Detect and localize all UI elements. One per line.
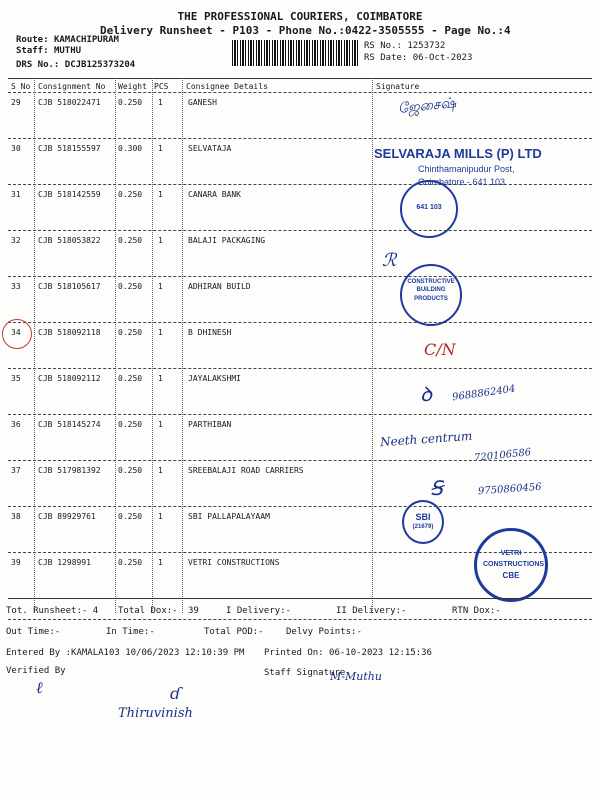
canara-bank-seal — [400, 180, 458, 238]
verified-signature-hand: Thiruvinish — [118, 706, 193, 721]
row-divider — [8, 414, 592, 415]
row-divider — [8, 368, 592, 369]
signature-row-29: ஜேசைஷ் — [397, 95, 457, 118]
row-consignee: GANESH — [188, 98, 217, 107]
row-sno: 36 — [11, 420, 21, 429]
staff-signature-label: Staff Signature — [264, 668, 346, 678]
row-consignee: SELVATAJA — [188, 144, 232, 153]
col-divider — [182, 78, 183, 613]
row-sno: 39 — [11, 558, 21, 567]
route-field — [16, 35, 119, 45]
row-sno: 30 — [11, 144, 21, 153]
signature-scribble-icon: ꝺ — [420, 382, 432, 406]
row-weight: 0.250 — [118, 420, 143, 429]
row-pcs: 1 — [158, 558, 163, 567]
signature-scribble-icon: ℛ — [382, 250, 397, 271]
verified-scribble-icon: ɗ — [170, 684, 181, 703]
canara-seal-pin: 641 103 — [416, 204, 442, 211]
tot-runsheet: Tot. Runsheet:- 4 — [6, 606, 99, 616]
staff-value: MUTHU — [53, 46, 82, 56]
out-time: Out Time:- — [6, 627, 61, 637]
row-consignee: B DHINESH — [188, 328, 232, 337]
row-consignment-no: CJB 518092118 — [38, 328, 101, 337]
row-pcs: 1 — [158, 144, 163, 153]
signature-row-36-name: Neeth centrum — [379, 428, 473, 450]
verified-scribble-icon: ℓ — [36, 678, 43, 697]
selvaraja-stamp-sub: Chinthamanipudur Post, — [418, 164, 515, 174]
row-consignee: SREEBALAJI ROAD CARRIERS — [188, 466, 304, 475]
row-consignment-no: CJB 1298991 — [38, 558, 91, 567]
row-divider — [8, 276, 592, 277]
signature-row-35: 9688862404 — [451, 383, 517, 404]
drs-field — [16, 60, 135, 70]
col-header-consignee: Consignee Details — [186, 82, 268, 91]
i-delivery: I Delivery:- — [226, 606, 292, 616]
runsheet-title: Delivery Runsheet - P103 - Phone No.:0422-3505555 - Page No.:4 — [100, 24, 511, 37]
vetri-seal-text: VETRI CONSTRUCTIONS — [483, 550, 545, 568]
row-sno: 38 — [11, 512, 21, 521]
staff-field — [16, 46, 81, 56]
footer-divider — [8, 619, 592, 620]
row-sno: 35 — [11, 374, 21, 383]
footer-rule — [8, 598, 592, 599]
row-weight: 0.250 — [118, 98, 143, 107]
adhiran-seal — [400, 264, 462, 326]
table-top-rule — [8, 78, 592, 79]
row-sno: 34 — [11, 328, 21, 337]
row-consignee: VETRI CONSTRUCTIONS — [188, 558, 280, 567]
rs-number: RS No.: 1253732 — [364, 41, 446, 51]
row-consignment-no: CJB 518053822 — [38, 236, 101, 245]
signature-scribble-icon: Ꞩ — [430, 476, 443, 500]
row-pcs: 1 — [158, 98, 163, 107]
row-consignment-no: CJB 89929761 — [38, 512, 96, 521]
row-sno: 31 — [11, 190, 21, 199]
row-pcs: 1 — [158, 374, 163, 383]
total-pod: Total POD:- — [204, 627, 264, 637]
route-value: KAMACHIPURAM — [53, 35, 119, 45]
row-pcs: 1 — [158, 190, 163, 199]
vetri-constructions-seal — [474, 528, 548, 602]
staff-label: Staff: — [16, 46, 49, 56]
row-sno: 29 — [11, 98, 21, 107]
row-consignment-no: CJB 518022471 — [38, 98, 101, 107]
printed-on: Printed On: 06-10-2023 12:15:36 — [264, 648, 432, 658]
row-pcs: 1 — [158, 236, 163, 245]
row-sno: 32 — [11, 236, 21, 245]
row-weight: 0.250 — [118, 282, 143, 291]
company-name: THE PROFESSIONAL COURIERS, COIMBATORE — [177, 10, 423, 23]
col-header-consignment: Consignment No — [38, 82, 106, 91]
entered-by: Entered By :KAMALA103 10/06/2023 12:10:39 PM — [6, 648, 245, 658]
row-consignee: BALAJI PACKAGING — [188, 236, 266, 245]
drs-value: DCJB125373204 — [64, 60, 136, 70]
col-header-weight: Weight — [118, 82, 147, 91]
row-consignee: JAYALAKSHMI — [188, 374, 241, 383]
selvaraja-stamp-pin: Coimbatore - 641 103 — [418, 177, 506, 187]
row-consignee: PARTHIBAN — [188, 420, 232, 429]
marked-circle — [2, 319, 32, 349]
signature-row-36-phone: 720106586 — [473, 447, 532, 464]
header-rule — [8, 92, 592, 93]
row-consignment-no: CJB 518155597 — [38, 144, 101, 153]
row-pcs: 1 — [158, 512, 163, 521]
row-consignment-no: CJB 518142559 — [38, 190, 101, 199]
ii-delivery: II Delivery:- — [336, 606, 407, 616]
row-weight: 0.300 — [118, 144, 143, 153]
row-consignment-no: CJB 518145274 — [38, 420, 101, 429]
row-consignment-no: CJB 517981392 — [38, 466, 101, 475]
signature-row-37: 9750860456 — [477, 481, 542, 498]
row-weight: 0.250 — [118, 374, 143, 383]
row-pcs: 1 — [158, 466, 163, 475]
row-divider — [8, 322, 592, 323]
drs-label: DRS No.: — [16, 60, 60, 70]
col-divider — [34, 78, 35, 613]
row-weight: 0.250 — [118, 558, 143, 567]
selvaraja-stamp-title: SELVARAJA MILLS (P) LTD — [374, 146, 542, 161]
row-sno: 37 — [11, 466, 21, 475]
total-dox-label: Total Dox:- — [118, 606, 178, 616]
adhiran-seal-text: CONSTRUCTIVE BUILDING PRODUCTS — [407, 279, 455, 302]
row-weight: 0.250 — [118, 466, 143, 475]
row-weight: 0.250 — [118, 190, 143, 199]
sbi-seal-logo: SBI — [415, 512, 431, 522]
col-divider — [115, 78, 116, 613]
rs-date: RS Date: 06-Oct-2023 — [364, 53, 473, 63]
row-divider — [8, 230, 592, 231]
row-consignment-no: CJB 518092112 — [38, 374, 101, 383]
col-header-pcs: PCS — [154, 82, 169, 91]
route-label: Route: — [16, 35, 49, 45]
row-consignee: SBI PALLAPALAYAAM — [188, 512, 270, 521]
col-divider — [372, 78, 373, 613]
total-dox-value: 39 — [188, 606, 199, 616]
row-consignee: ADHIRAN BUILD — [188, 282, 251, 291]
row-divider — [8, 138, 592, 139]
row-sno: 33 — [11, 282, 21, 291]
vetri-seal-city: CBE — [502, 571, 520, 580]
barcode — [232, 40, 358, 66]
col-divider — [152, 78, 153, 613]
row-pcs: 1 — [158, 420, 163, 429]
row-weight: 0.250 — [118, 236, 143, 245]
delvy-points: Delvy Points:- — [286, 627, 362, 637]
row-weight: 0.250 — [118, 328, 143, 337]
sbi-seal-code: (21679) — [412, 523, 434, 530]
row-divider — [8, 506, 592, 507]
in-time: In Time:- — [106, 627, 155, 637]
staff-signature-hand: M-Muthu — [330, 670, 382, 683]
row-pcs: 1 — [158, 282, 163, 291]
signature-row-34: C/N — [424, 340, 456, 359]
col-header-sno: S No — [11, 82, 31, 91]
sbi-seal — [402, 500, 444, 544]
col-header-signature: Signature — [376, 82, 420, 91]
rtn-dox: RTN Dox:- — [452, 606, 501, 616]
row-consignee: CANARA BANK — [188, 190, 241, 199]
row-weight: 0.250 — [118, 512, 143, 521]
row-consignment-no: CJB 518105617 — [38, 282, 101, 291]
verified-by-label: Verified By — [6, 666, 66, 676]
row-pcs: 1 — [158, 328, 163, 337]
